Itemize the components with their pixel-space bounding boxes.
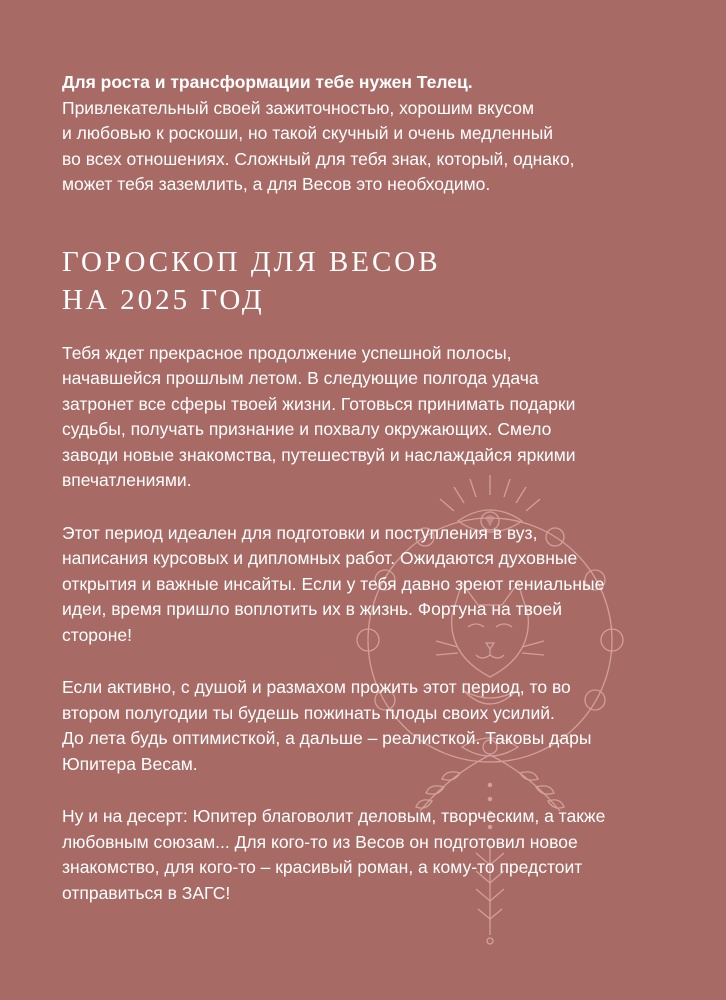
horoscope-paragraph-1: Тебя ждет прекрасное продолжение успешной полосы, начавшейся прошлым летом. В следующие полгода удача затронет все сферы твоей жизни. Готовься принимать подарки судьбы, получать признание и похвалу окружающих. Смело заводи новые знакомства, путешествуй и наслаждайся яркими впечатлениями. (62, 342, 576, 490)
horoscope-paragraph-4: Ну и на десерт: Юпитер благоволит деловым, творческим, а также любовным союзам... Для кого-то из Весов он подготовил новое знакомство, для кого-то – красивый роман, а кому-то предстоит отправиться в ЗАГС! (62, 806, 606, 903)
intro-text: Привлекательный своей зажиточностью, хорошим вкусом и любовью к роскоши, но такой скучный и очень медленный во всех отношениях. Сложный для тебя знак, который, однако, может тебя заземлить, а для Весов это необходимо. (62, 97, 575, 194)
horoscope-paragraph-2: Этот период идеален для подготовки и поступления в вуз, написания курсовых и дипломных работ. Ожидаются духовные открытия и важные инсайты. Если у тебя давно зреют гениальные идеи, время пришло воплотить их в жизнь. Фортуна на твоей стороне! (62, 522, 605, 645)
intro-paragraph (62, 70, 682, 198)
page-content (62, 70, 682, 906)
horoscope-paragraph-3: Если активно, с душой и размахом прожить этот период, то во втором полугодии ты будешь пожинать плоды своих усилий. До лета будь оптимисткой, а дальше – реалисткой. Таковы дары Юпитера Весам. (62, 677, 592, 774)
section-heading: ГОРОСКОП ДЛЯ ВЕСОВ НА 2025 ГОД (62, 245, 441, 316)
intro-bold-line: Для роста и трансформации тебе нужен Телец. (62, 72, 473, 92)
